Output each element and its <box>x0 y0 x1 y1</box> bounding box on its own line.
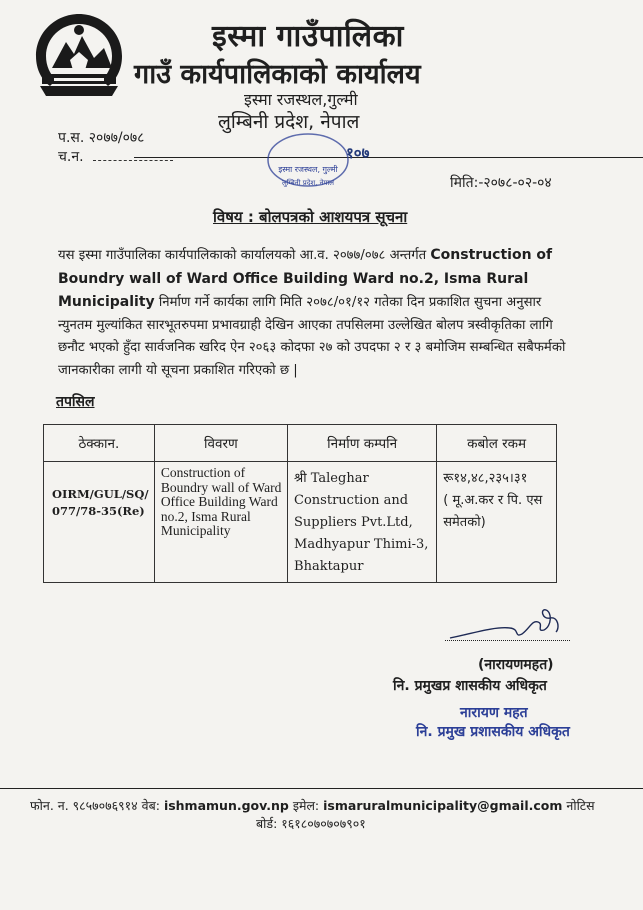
table-header-row <box>44 425 557 462</box>
footer-phone: फोन. न. ९८५७०७६९१४ <box>30 798 138 813</box>
footer-email-link: ismaruralmunicipality@gmail.com <box>323 798 563 813</box>
details-heading: तपसिल <box>56 394 95 410</box>
company-line-2: Construction and Suppliers Pvt.Ltd, Madhyapur Thimi-3, Bhaktapur <box>294 493 429 574</box>
cell-amount <box>437 462 557 583</box>
footer-divider <box>0 788 643 789</box>
letter-date: मिति:-२०७८-०२-०४ <box>450 175 552 191</box>
designation-stamp: नि. प्रमुख प्रशासकीय अधिकृत <box>416 724 570 740</box>
dispatch-number-line <box>93 160 173 161</box>
footer-contacts <box>30 797 595 814</box>
cell-description: Construction of Boundry wall of Ward Office Building Ward no.2, Isma Rural Municipality <box>154 462 287 583</box>
dispatch-stamp-number: १०७ <box>346 144 370 162</box>
col-construction-company: निर्माण कम्पनि <box>288 425 437 462</box>
signatory-title: नि. प्रमुखप्र शासकीय अधिकृत <box>393 678 547 694</box>
stamp-text: इस्मा रजस्थल, गुल्मी <box>278 165 338 174</box>
footer-notice-board: बोर्ड: १६१८०७०७०७९०१ <box>256 816 366 831</box>
award-table <box>43 424 557 583</box>
subject-heading: विषय : बोलपत्रको आशयपत्र सूचना <box>213 208 408 226</box>
body-rest: निर्माण गर्ने कार्यका लागि मिति २०७८/०१/१२ गतेका दिन प्रकाशित सुचना अनुसार न्युनतम मुल्यांकित सारभूतरुपमा प्रभावग्राही देखिन आएका तपसिलमा उल्लेखित बोलप त्रस्वीकृतिका लागि छनौट भएको हुँदा सार्वजनिक खरिद ऐन २०६३ कोदफा २७ को उपदफा २ र ३ बमोजिम सम्बन्धित सबैफर्मको जानकारीका लागी यो सूचना प्रकाशित गरिएको छ | <box>58 295 566 378</box>
handwritten-signature <box>440 598 580 646</box>
office-province: लुम्बिनी प्रदेश, नेपाल <box>218 111 360 133</box>
notice-body <box>58 244 578 383</box>
col-description: विवरण <box>154 425 287 462</box>
footer-web-label: वेब: <box>141 798 160 813</box>
cell-company <box>288 462 437 583</box>
table-row <box>44 462 557 583</box>
footer-email-label: इमेल: <box>292 798 320 813</box>
bid-amount: रू१४,४८,२३५।३१ <box>443 471 528 486</box>
header-divider <box>134 157 643 158</box>
bid-amount-note: ( मू.अ.कर र पि. एस समेतको) <box>443 493 543 530</box>
col-bid-amount: कबोल रकम <box>437 425 557 462</box>
col-contract-no: ठेक्कान. <box>44 425 155 462</box>
signature-line <box>445 640 570 641</box>
company-line-1: श्री Taleghar <box>294 471 369 486</box>
office-address: इस्मा रजस्थल,गुल्मी <box>244 90 358 109</box>
footer-notice-label: नोटिस <box>566 798 595 813</box>
cell-contract-no: OIRM/GUL/SQ/ 077/78-35(Re) <box>44 462 155 583</box>
letter-number: प.स. २०७७/०७८ <box>58 130 145 146</box>
footer-website-link: ishmamun.gov.np <box>163 798 289 813</box>
office-name: गाउँ कार्यपालिकाको कार्यालय <box>134 59 421 90</box>
name-stamp: नारायण महत <box>460 705 528 721</box>
org-name: इस्मा गाउँपालिका <box>212 19 404 54</box>
body-intro: यस इस्मा गाउँपालिका कार्यपालिकाको कार्यालयको आ.व. २०७७/०७८ अन्तर्गत <box>58 248 431 263</box>
nepal-emblem-logo <box>32 12 126 104</box>
project-name: Construction of Boundry wall of Ward Office Building Ward no.2, Isma Rural Municipality <box>58 247 553 311</box>
stamp-text-2: लुम्बिनी प्रदेश, नेपाल <box>281 179 335 187</box>
signatory-name: (नारायणमहत) <box>478 657 554 673</box>
dispatch-number: च.न. <box>58 149 84 165</box>
